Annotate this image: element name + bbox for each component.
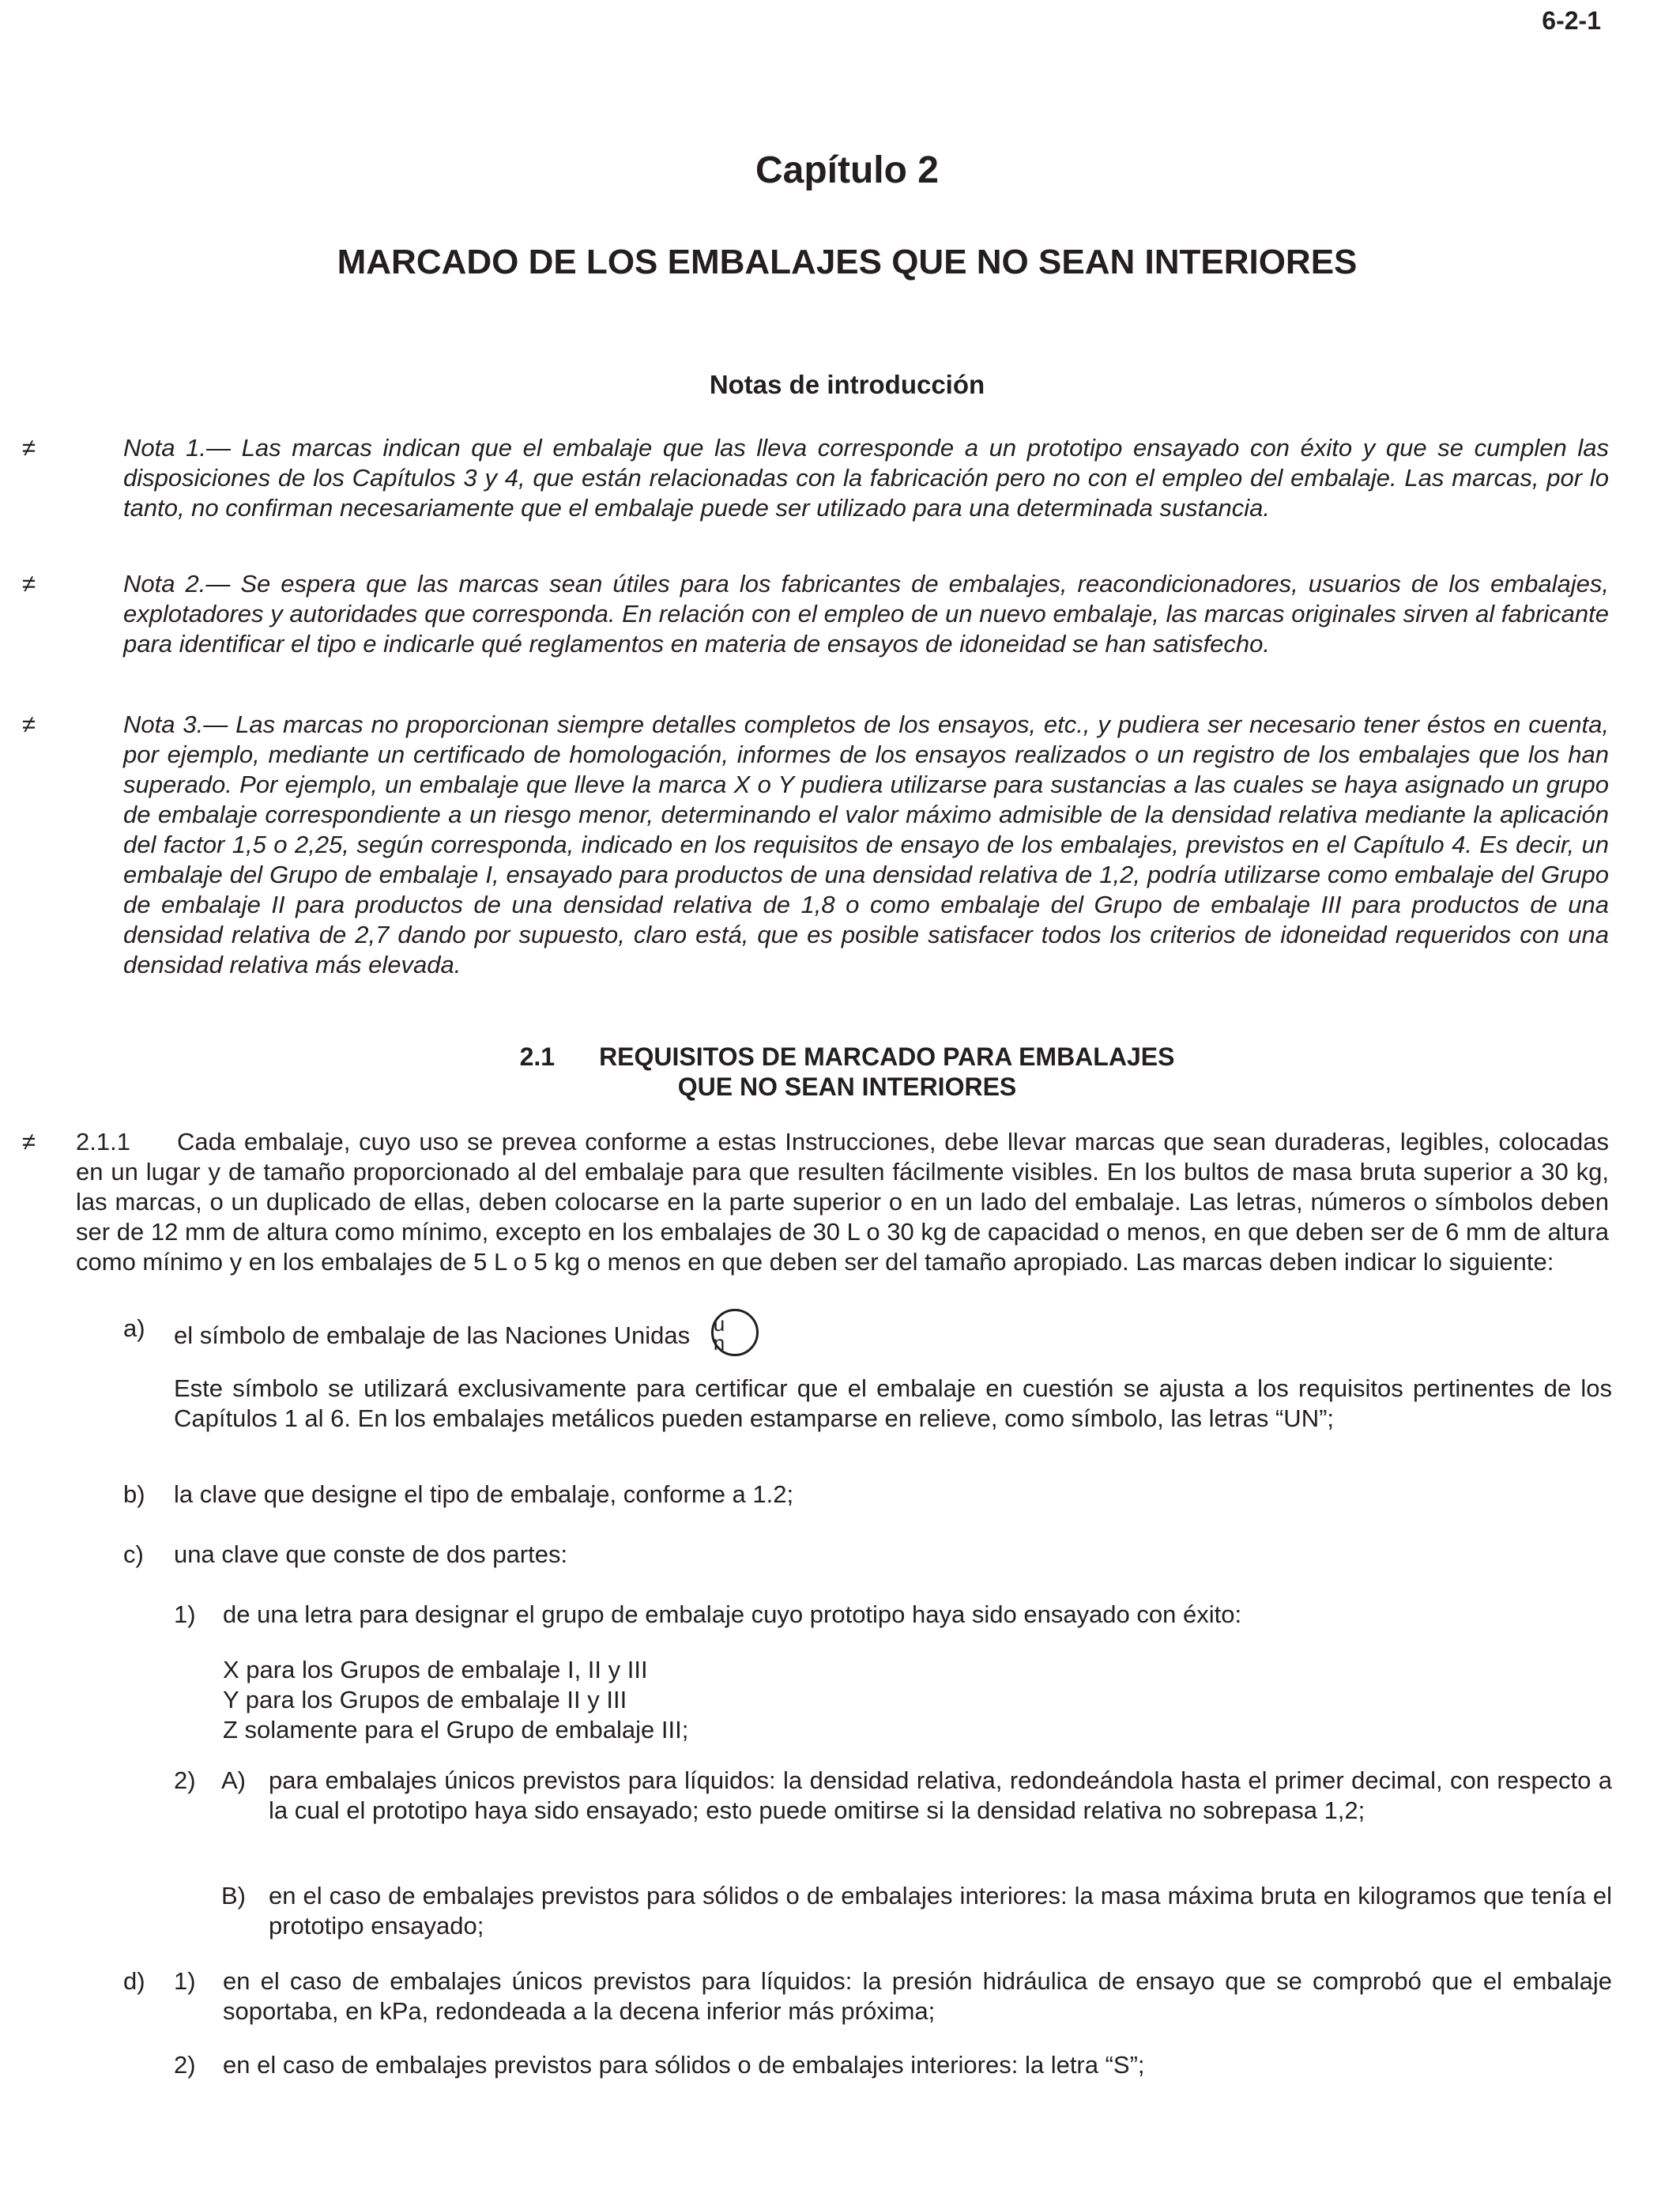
item-label: a) — [123, 1314, 145, 1342]
item-sublabel: 2) — [174, 2051, 196, 2079]
list-item-c-1 — [174, 1600, 1612, 1630]
item-sublabel: 1) — [174, 1967, 196, 1995]
chapter-title: MARCADO DE LOS EMBALAJES QUE NO SEAN INTERIORES — [337, 243, 1358, 281]
item-label: 1) — [174, 1600, 196, 1628]
list-item-c-2-b — [221, 1881, 1612, 1941]
note-3 — [76, 710, 1609, 980]
group-letter-y: Y para los Grupos de embalaje II y III — [223, 1686, 627, 1713]
change-bar: ≠ — [22, 570, 36, 598]
note-text: Se espera que las marcas sean útiles para los fabricantes de embalajes, reacondicionadores, usuarios de los embalajes, explotadores y autoridades que corresponda. En relación con el empleo de un nuevo embalaje, las marcas originales sirven al fabricante para identificar el tipo e indicarle qué reglamentos en materia de ensayos de idoneidad se han satisfecho. — [123, 570, 1609, 658]
note-label: Nota 1.— — [123, 434, 231, 462]
item-sublabel: B) — [221, 1882, 246, 1909]
note-label: Nota 3.— — [123, 711, 228, 738]
paragraph-number: 2.1.1 — [76, 1128, 130, 1155]
list-item-c — [123, 1540, 1612, 1570]
item-label: 2) — [174, 1766, 196, 1794]
item-text: en el caso de embalajes previstos para sólidos o de embalajes interiores: la letra “S”; — [223, 2051, 1145, 2079]
note-text: Las marcas no proporcionan siempre detalles completos de los ensayos, etc., y pudiera ser necesario tener éstos en cuenta, por ejemplo, mediante un certificado de homologación, informes de los ensayos realizados o un registro de los embalajes que los han superado. Por ejemplo, un embalaje que lleve la marca X o Y pudiera utilizarse para sustancias a las cuales se haya asignado un grupo de embalaje correspondiente a un riesgo menor, determinando el valor máximo admisible de la densidad relativa mediante la aplicación del factor 1,5 o 2,25, según corresponda, indicado en los requisitos de ensayo de los embalajes, previstos en el Capítulo 4. Es decir, un embalaje del Grupo de embalaje I, ensayado para productos de una densidad relativa de 1,2, podría utilizarse como embalaje del Grupo de embalaje II para productos de una densidad relativa de 1,8 o como embalaje del Grupo de embalaje III para productos de una densidad relativa de 2,7 dando por supuesto, claro está, que es posible satisfacer todos los criterios de idoneidad requeridos con una densidad relativa más elevada. — [123, 711, 1609, 978]
item-text: de una letra para designar el grupo de embalaje cuyo prototipo haya sido ensayado con éxito: — [223, 1600, 1242, 1628]
item-sublabel: A) — [221, 1766, 246, 1794]
group-letter-z: Z solamente para el Grupo de embalaje III; — [223, 1716, 689, 1744]
note-2 — [76, 569, 1609, 659]
list-item-b — [123, 1480, 1612, 1510]
item-text: en el caso de embalajes previstos para sólidos o de embalajes interiores: la masa máxima bruta en kilogramos que tenía el prototipo ensayado; — [269, 1882, 1612, 1940]
group-letter-list — [223, 1655, 1612, 1745]
section-title-line2: QUE NO SEAN INTERIORES — [677, 1072, 1017, 1101]
paragraph-2-1-1 — [76, 1127, 1609, 1277]
un-packaging-symbol-icon — [711, 1309, 759, 1356]
item-text: el símbolo de embalaje de las Naciones Unidas — [174, 1321, 691, 1350]
notes-heading: Notas de introducción — [709, 370, 985, 399]
chapter-heading: Capítulo 2 — [755, 149, 939, 191]
item-label: c) — [123, 1540, 144, 1568]
change-bar: ≠ — [22, 711, 36, 738]
un-symbol-bottom: n — [713, 1331, 725, 1355]
list-item-d-1 — [123, 1966, 1612, 2026]
list-item-c-2-a — [174, 1766, 1612, 1826]
section-heading — [76, 1042, 1618, 1102]
item-text: en el caso de embalajes únicos previstos para líquidos: la presión hidráulica de ensayo que se comprobó que el embalaje soportaba, en kPa, redondeada a la decena inferior más próxima; — [223, 1967, 1612, 2025]
item-text: la clave que designe el tipo de embalaje, conforme a 1.2; — [174, 1480, 794, 1508]
change-bar: ≠ — [22, 434, 36, 462]
list-item-a — [123, 1312, 1612, 1361]
page-number: 6-2-1 — [1542, 6, 1601, 35]
group-letter-x: X para los Grupos de embalaje I, II y III — [223, 1656, 648, 1683]
list-item-d-2 — [174, 2050, 1612, 2080]
note-label: Nota 2.— — [123, 570, 231, 598]
list-item-a-description: Este símbolo se utilizará exclusivamente para certificar que el embalaje en cuestión se ajusta a los requisitos pertinentes de los Capítulos 1 al 6. En los embalajes metálicos pueden estamparse en relieve, como símbolo, las letras “UN”; — [174, 1374, 1612, 1432]
change-bar: ≠ — [22, 1128, 36, 1155]
item-label: b) — [123, 1480, 145, 1508]
note-text: Las marcas indican que el embalaje que las lleva corresponde a un prototipo ensayado con éxito y que se cumplen las disposiciones de los Capítulos 3 y 4, que están relacionadas con la fabricación pero no con el empleo del embalaje. Las marcas, por lo tanto, no confirman necesariamente que el embalaje puede ser utilizado para una determinada sustancia. — [123, 434, 1609, 522]
section-number: 2.1 — [519, 1042, 556, 1071]
item-text: una clave que conste de dos partes: — [174, 1540, 568, 1568]
section-title-line1: REQUISITOS DE MARCADO PARA EMBALAJES — [599, 1042, 1175, 1071]
note-1 — [76, 433, 1609, 523]
paragraph-text: Cada embalaje, cuyo uso se prevea conforme a estas Instrucciones, debe llevar marcas que sean duraderas, legibles, colocadas en un lugar y de tamaño proporcionado al del embalaje para que resulten fácilmente visibles. En los bultos de masa bruta superior a 30 kg, las marcas, o un duplicado de ellas, deben colocarse en la parte superior o en un lado del embalaje. Las letras, números o símbolos deben ser de 12 mm de altura como mínimo, excepto en los embalajes de 30 L o 30 kg de capacidad o menos, en que deben ser de 6 mm de altura como mínimo y en los embalajes de 5 L o 5 kg o menos en que deben ser del tamaño apropiado. Las marcas deben indicar lo siguiente: — [76, 1128, 1609, 1276]
un-symbol-top: u — [713, 1312, 725, 1336]
item-text: para embalajes únicos previstos para líquidos: la densidad relativa, redondeándola hasta el primer decimal, con respecto a la cual el prototipo haya sido ensayado; esto puede omitirse si la densidad relativa no sobrepasa 1,2; — [269, 1766, 1612, 1824]
item-label: d) — [123, 1967, 145, 1995]
